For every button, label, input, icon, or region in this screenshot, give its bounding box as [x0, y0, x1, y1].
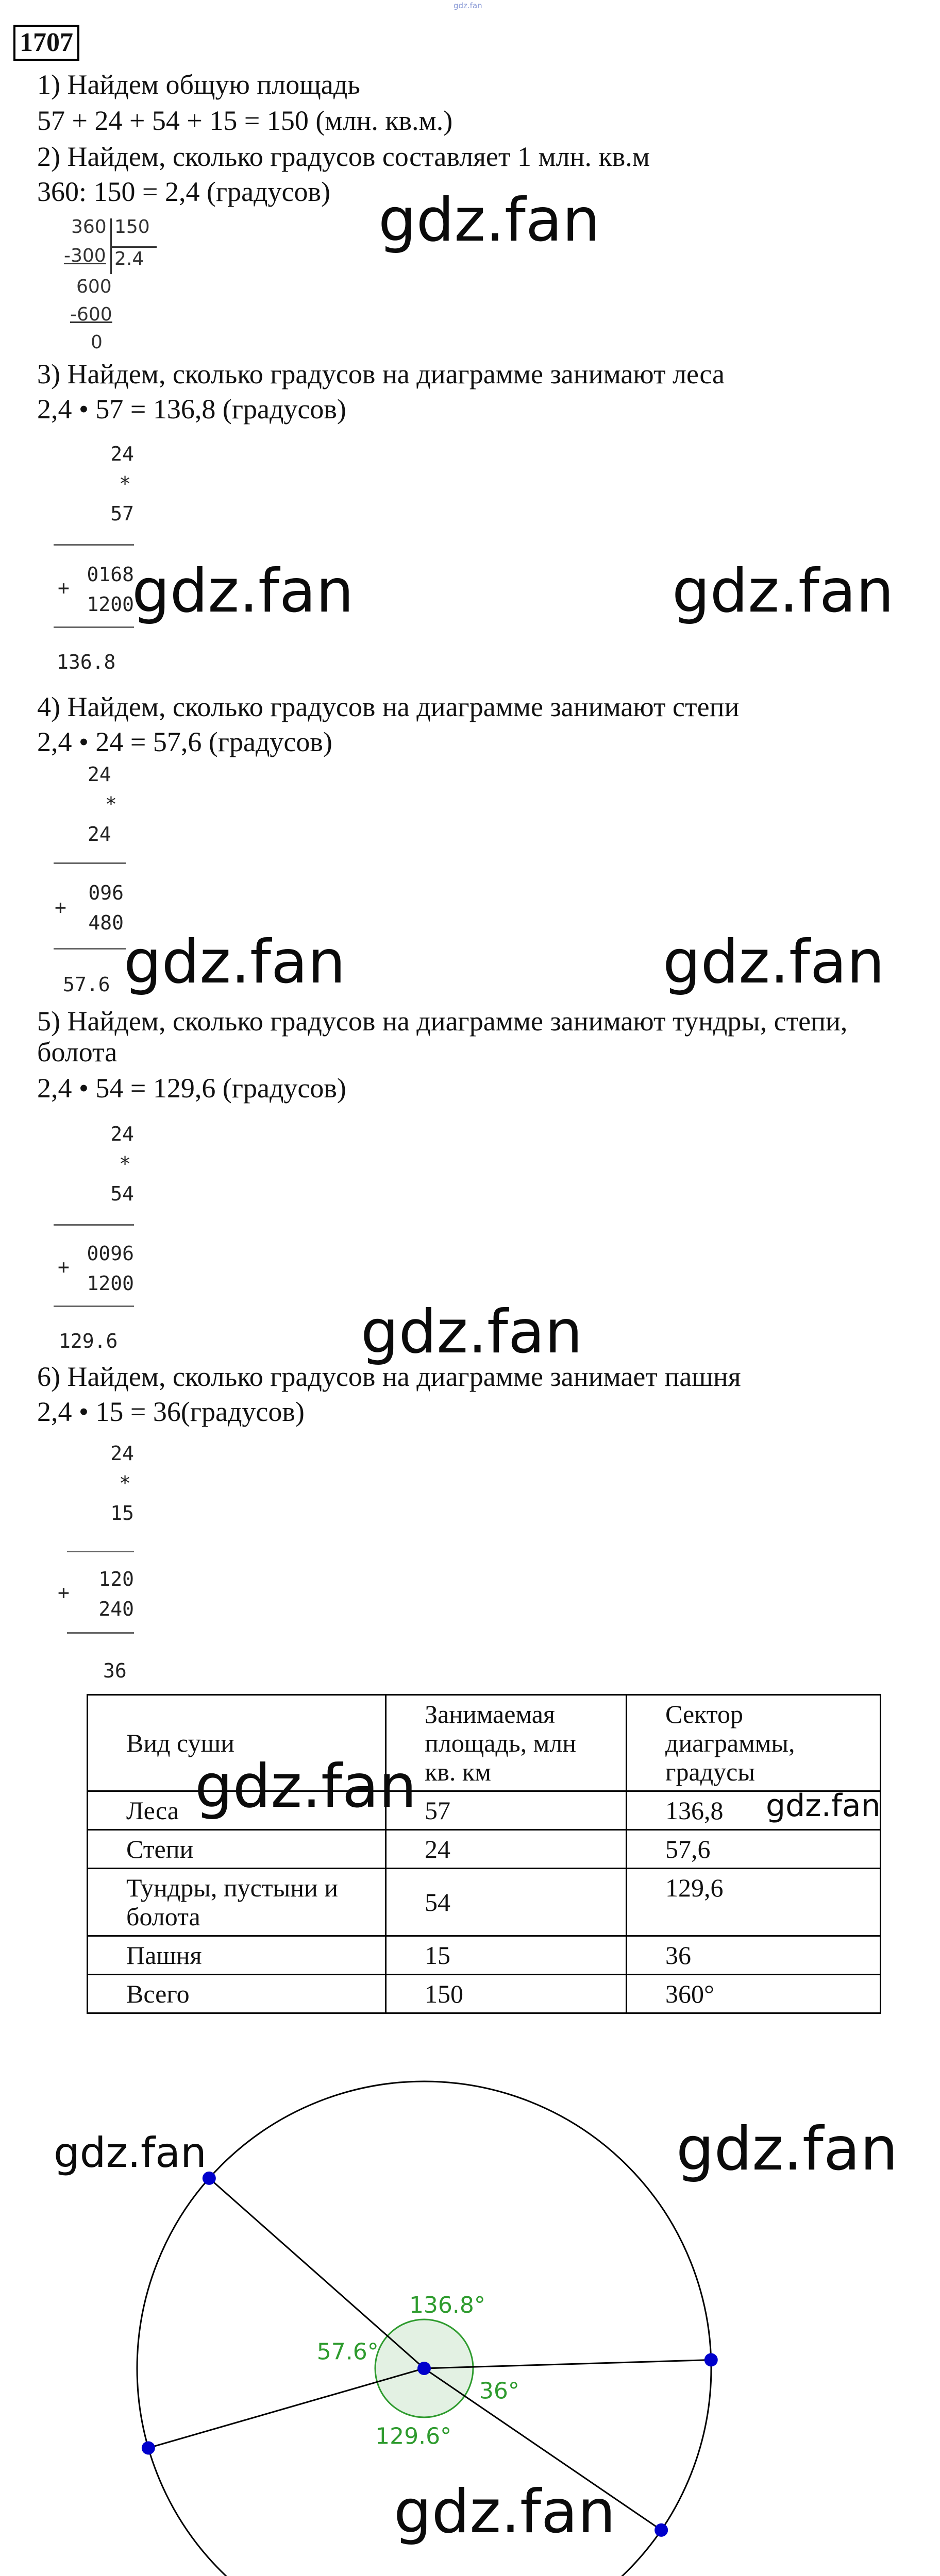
step4-title: 4) Найдем, сколько градусов на диаграмме занимают степи — [37, 691, 740, 722]
table-cell: 360° — [627, 1975, 881, 2013]
partial-product-2: 480 — [88, 911, 124, 934]
step3-calc: 2,4 • 57 = 136,8 (градусов) — [37, 394, 346, 425]
step1-calc: 57 + 24 + 54 + 15 = 150 (млн. кв.м.) — [37, 105, 453, 136]
sum-rule — [54, 1306, 134, 1307]
division-subtract-2: -600 — [70, 304, 112, 325]
watermark: gdz.fan — [394, 2477, 616, 2547]
step2-title: 2) Найдем, сколько градусов составляет 1 млн. кв.м — [37, 141, 650, 172]
watermark: gdz.fan — [124, 927, 346, 997]
division-quotient-line — [110, 246, 157, 248]
column-multiplication-forests — [77, 439, 134, 529]
step6-title: 6) Найдем, сколько градусов на диаграмме занимает пашня — [37, 1361, 741, 1392]
partial-products-forests — [58, 560, 134, 619]
slice-label: 136.8° — [409, 2292, 485, 2318]
mult-rule — [54, 1224, 134, 1226]
table-header-cell: Занимаемая площадь, млн кв. км — [386, 1695, 627, 1791]
watermark: gdz.fan — [672, 556, 894, 626]
sum-rule — [67, 1632, 134, 1634]
step3-title: 3) Найдем, сколько градусов на диаграмме занимают леса — [37, 359, 725, 389]
partial-products-tundra — [58, 1239, 134, 1298]
partial-products-steppes — [55, 878, 124, 938]
step5-calc: 2,4 • 54 = 129,6 (градусов) — [37, 1073, 346, 1104]
division-dividend: 360 — [71, 216, 107, 238]
table-cell: Пашня — [88, 1936, 386, 1975]
sum-rule — [54, 626, 134, 628]
table-cell: 57,6 — [627, 1830, 881, 1869]
mult-result: 57.6 — [63, 973, 110, 996]
mult-operator: * — [105, 793, 117, 816]
column-multiplication-steppes — [67, 759, 124, 849]
land-types-table — [87, 1694, 881, 2014]
mult-operator: * — [119, 472, 131, 495]
sum-rule — [54, 948, 126, 950]
slice-label: 36° — [479, 2378, 519, 2404]
mult-rule — [54, 862, 126, 864]
table-cell: Тундры, пустыни и болота — [88, 1869, 386, 1936]
boundary-point — [654, 2523, 668, 2537]
slice-label: 129.6° — [375, 2423, 452, 2450]
partial-products-arable — [58, 1564, 134, 1624]
table-cell: 15 — [386, 1936, 627, 1975]
watermark: gdz.fan — [361, 1297, 583, 1367]
mult-factor-a: 24 — [110, 1442, 134, 1465]
step1-title: 1) Найдем общую площадь — [37, 69, 360, 100]
watermark: gdz.fan — [54, 2129, 207, 2177]
step5-title-line1: 5) Найдем, сколько градусов на диаграмме занимают тундры, степи, — [37, 1006, 848, 1037]
partial-product-2: 1200 — [87, 1272, 134, 1295]
table-row — [88, 1869, 881, 1936]
mult-factor-a: 24 — [110, 443, 134, 465]
mult-factor-b: 15 — [110, 1502, 134, 1524]
division-remainder-1: 600 — [76, 276, 112, 297]
watermark: gdz.fan — [195, 1752, 417, 1821]
mult-factor-a: 24 — [88, 763, 111, 786]
mult-operator: * — [119, 1153, 131, 1175]
mult-operator: * — [119, 1472, 131, 1495]
table-cell: 54 — [386, 1869, 627, 1936]
mult-factor-b: 24 — [88, 823, 111, 845]
table-cell: 24 — [386, 1830, 627, 1869]
mult-result: 129.6 — [59, 1330, 118, 1352]
table-cell: 36 — [627, 1936, 881, 1975]
plus-sign: + — [58, 1581, 70, 1604]
table-cell: Степи — [88, 1830, 386, 1869]
boundary-point — [704, 2353, 718, 2366]
center-point — [417, 2362, 431, 2375]
step4-calc: 2,4 • 24 = 57,6 (градусов) — [37, 726, 332, 757]
table-cell: 57 — [386, 1791, 627, 1830]
division-remainder-2: 0 — [91, 332, 103, 353]
table-header-cell: Вид суши — [88, 1695, 386, 1791]
watermark: gdz.fan — [766, 1788, 881, 1824]
mult-factor-b: 54 — [110, 1182, 134, 1205]
mult-rule — [54, 544, 134, 546]
table-row — [88, 1830, 881, 1869]
partial-product-2: 1200 — [87, 593, 134, 616]
partial-product-1: 0168 — [87, 563, 134, 586]
table-row — [88, 1975, 881, 2013]
problem-number: 1707 — [13, 25, 79, 61]
partial-product-2: 240 — [98, 1598, 134, 1620]
step2-calc: 360: 150 = 2,4 (градусов) — [37, 176, 330, 207]
partial-product-1: 120 — [98, 1568, 134, 1590]
table-cell: Всего — [88, 1975, 386, 2013]
site-mark-top: gdz.fan — [454, 1, 482, 10]
table-cell: 129,6 — [627, 1869, 881, 1936]
mult-factor-b: 57 — [110, 502, 134, 525]
plus-sign: + — [55, 896, 66, 919]
step5-title-line2: болота — [37, 1037, 118, 1067]
mult-result: 36 — [103, 1659, 127, 1682]
plus-sign: + — [58, 577, 70, 599]
partial-product-1: 0096 — [87, 1242, 134, 1265]
boundary-point — [142, 2441, 155, 2454]
table-header-cell: Сектор диаграммы, градусы — [627, 1695, 881, 1791]
watermark: gdz.fan — [378, 185, 600, 255]
table-cell: Леса — [88, 1791, 386, 1830]
division-subtract-1: -300 — [64, 245, 106, 266]
column-multiplication-arable — [77, 1438, 134, 1528]
watermark: gdz.fan — [676, 2114, 898, 2184]
column-multiplication-tundra — [77, 1119, 134, 1209]
mult-rule — [67, 1551, 134, 1552]
watermark: gdz.fan — [132, 556, 354, 626]
partial-product-1: 096 — [88, 882, 124, 904]
mult-result: 136.8 — [57, 651, 116, 673]
mult-factor-a: 24 — [110, 1123, 134, 1145]
table-cell: 136,8 — [627, 1791, 881, 1830]
division-divisor: 150 — [114, 216, 150, 238]
plus-sign: + — [58, 1256, 70, 1278]
watermark: gdz.fan — [663, 927, 885, 997]
table-row — [88, 1936, 881, 1975]
step6-calc: 2,4 • 15 = 36(градусов) — [37, 1396, 305, 1427]
division-quotient: 2.4 — [114, 248, 144, 269]
slice-label: 57.6° — [316, 2338, 379, 2365]
table-cell: 150 — [386, 1975, 627, 2013]
